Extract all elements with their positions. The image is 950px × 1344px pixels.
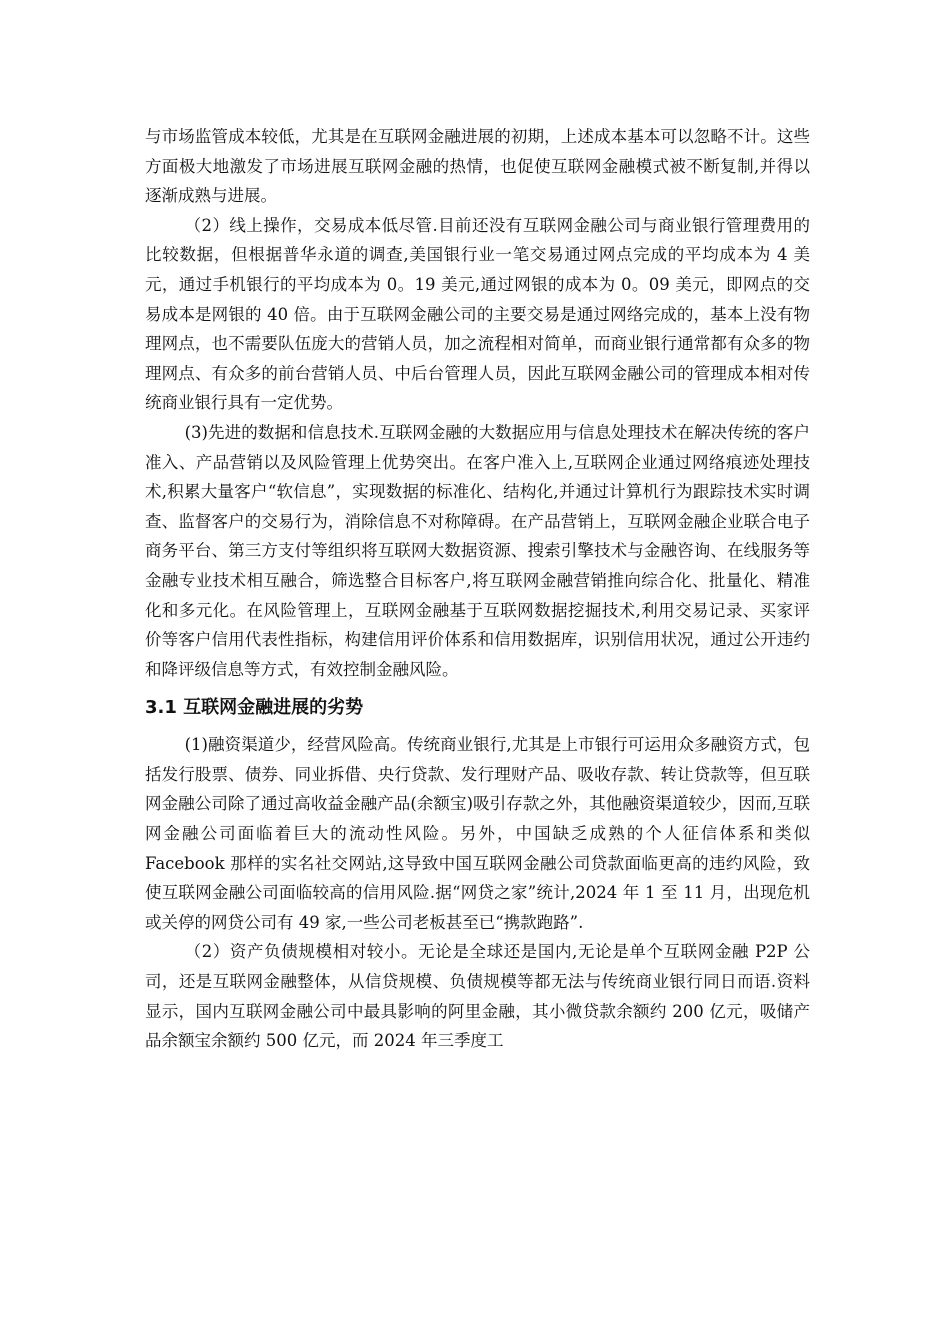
paragraph-continuation: 与市场监管成本较低，尤其是在互联网金融进展的初期，上述成本基本可以忽略不计。这些方面极大地激发了市场进展互联网金融的热情，也促使互联网金融模式被不断复制,并得以逐渐成熟与进展。	[145, 127, 810, 206]
section-heading: 3.1 互联网金融进展的劣势	[145, 697, 364, 719]
document-body	[145, 122, 810, 1056]
paragraph-data-technology: (3)先进的数据和信息技术.互联网金融的大数据应用与信息处理技术在解决传统的客户准入、产品营销以及风险管理上优势突出。在客户准入上,互联网企业通过网络痕迹处理技术,积累大量客户“软信息”，实现数据的标准化、结构化,并通过计算机行为跟踪技术实时调查、监督客户的交易行为，消除信息不对称障碍。在产品营销上，互联网金融企业联合电子商务平台、第三方支付等组织将互联网大数据资源、搜索引擎技术与金融咨询、在线服务等金融专业技术相互融合，筛选整合目标客户,将互联网金融营销推向综合化、批量化、精准化和多元化。在风险管理上，互联网金融基于互联网数据挖掘技术,利用交易记录、买家评价等客户信用代表性指标，构建信用评价体系和信用数据库，识别信用状况，通过公开违约和降评级信息等方式，有效控制金融风险。	[145, 422, 810, 679]
paragraph-low-transaction-cost: （2）线上操作，交易成本低尽管.目前还没有互联网金融公司与商业银行管理费用的比较数据，但根据普华永道的调查,美国银行业一笔交易通过网点完成的平均成本为 4 美元，通过手机银行的平均成本为 0。19 美元,通过网银的成本为 0。09 美元，即网点的交易成本是网银的 40 倍。由于互联网金融公司的主要交易是通过网络完成的，基本上没有物理网点，也不需要队伍庞大的营销人员，加之流程相对简单，而商业银行通常都有众多的物理网点、有众多的前台营销人员、中后台管理人员，因此互联网金融公司的管理成本相对传统商业银行具有一定优势。	[145, 215, 810, 413]
paragraph-financing-channels: (1)融资渠道少，经营风险高。传统商业银行,尤其是上市银行可运用众多融资方式，包括发行股票、债券、同业拆借、央行贷款、发行理财产品、吸收存款、转让贷款等，但互联网金融公司除了通过高收益金融产品(余额宝)吸引存款之外，其他融资渠道较少，因而,互联网金融公司面临着巨大的流动性风险。另外，中国缺乏成熟的个人征信体系和类似 Facebook 那样的实名社交网站,这导致中国互联网金融公司贷款面临更高的违约风险，致使互联网金融公司面临较高的信用风险.据“网贷之家”统计,2024 年 1 至 11 月，出现危机或关停的网贷公司有 49 家,一些公司老板甚至已“携款跑路”.	[145, 735, 810, 932]
paragraph-asset-scale: （2）资产负债规模相对较小。无论是全球还是国内,无论是单个互联网金融 P2P 公司，还是互联网金融整体，从信贷规模、负债规模等都无法与传统商业银行同日而语.资料显示，国内互联网金融公司中最具影响的阿里金融，其小微贷款余额约 200 亿元，吸储产品余额宝余额约 500 亿元，而 2024 年三季度工	[145, 942, 810, 1051]
